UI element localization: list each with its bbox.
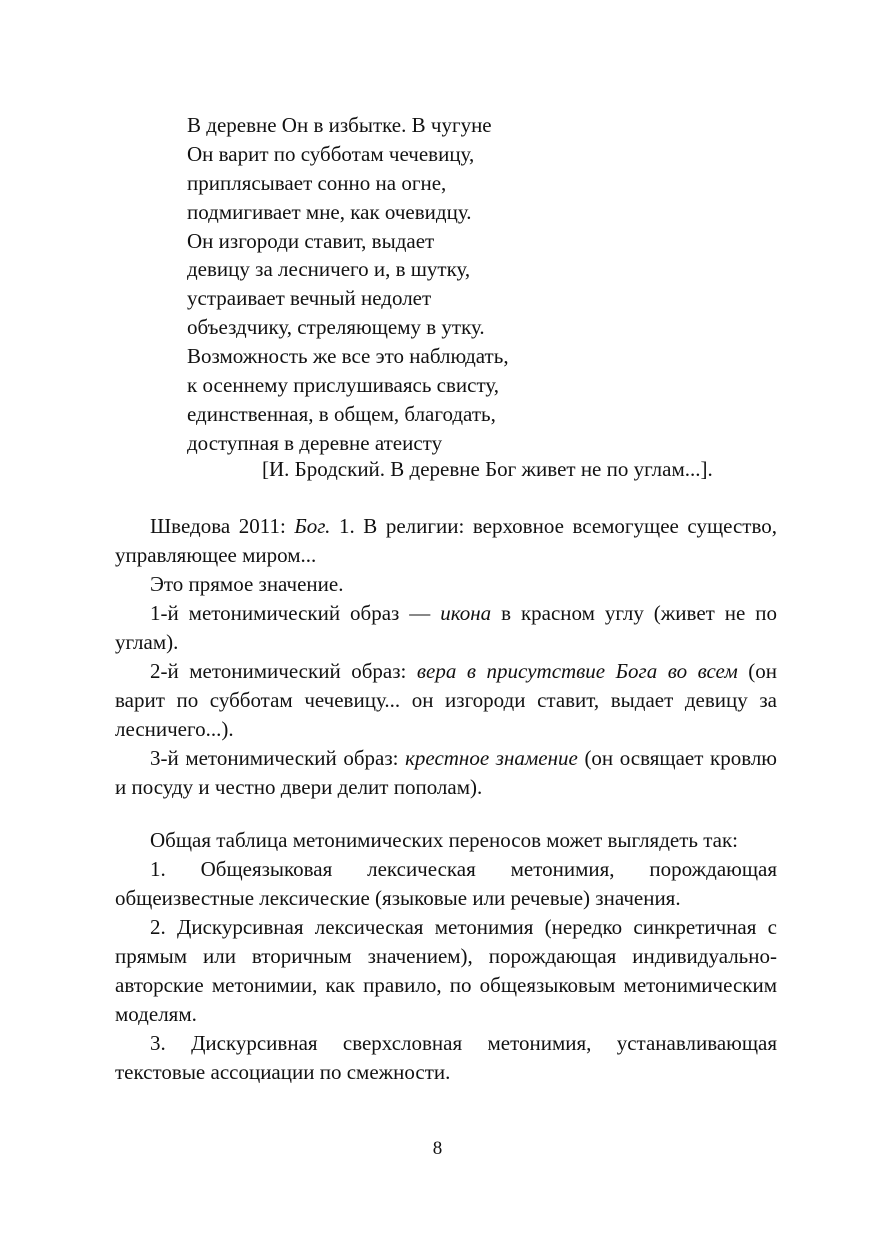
- table-intro-paragraph: Общая таблица метонимических переносов может выглядеть так:: [150, 828, 739, 852]
- image-suffix: (он освящает кровлю и посуду и честно двери делит пополам).: [115, 746, 777, 799]
- poem-line: Он варит по субботам чечевицу,: [187, 141, 475, 166]
- poem-line: приплясывает сонно на огне,: [187, 170, 447, 195]
- poem-line: В деревне Он в избытке. В чугуне: [187, 113, 492, 137]
- image-suffix: в красном углу (живет не по углам).: [115, 601, 778, 654]
- list-item: 2. Дискурсивная лексическая метонимия (нередко синкретичная с прямым или вторичным значением), порождающая индивидуально-авторские метонимии, как правило, по общеязыковым метонимическим моделям.: [115, 915, 777, 1026]
- poem-line: единственная, в общем, благодать,: [187, 401, 496, 426]
- table-section: [115, 826, 777, 1087]
- poem-line: девицу за лесничего и, в шутку,: [187, 257, 471, 282]
- list-item: 3. Дискурсивная сверхсловная метонимия, устанавливающая текстовые ассоциации по смежности.: [115, 1031, 777, 1084]
- image-suffix: (он варит по субботам чечевицу... он изгороди ставит, выдает девицу за лесничего...).: [115, 659, 778, 741]
- image-italic-term: крестное знамение: [405, 746, 578, 770]
- image-italic-term: вера в присутствие Бога во всем: [416, 659, 738, 683]
- image-italic-term: икона: [440, 601, 492, 625]
- definition-source: Шведова 2011:: [150, 514, 295, 538]
- page-number: 8: [432, 1138, 443, 1159]
- poem-line: подмигивает мне, как очевидцу.: [187, 199, 472, 224]
- definition-term: Бог.: [294, 514, 331, 538]
- image-prefix: 2-й метонимический образ:: [150, 659, 417, 683]
- poem-line: объездчику, стреляющему в утку.: [187, 315, 485, 340]
- list-item: 1. Общеязыковая лексическая метонимия, порождающая общеизвестные лексические (языковые или речевые) значения.: [115, 857, 777, 910]
- poem-line: Он изгороди ставит, выдает: [187, 228, 435, 253]
- definition-paragraph: [115, 512, 777, 570]
- metonymic-image-3: [115, 744, 777, 802]
- metonymic-image-2: [115, 657, 777, 744]
- analysis-section: [115, 512, 777, 802]
- poem-citation: [И. Бродский. В деревне Бог живет не по углам...].: [262, 457, 713, 481]
- metonymic-image-1: [115, 599, 777, 657]
- poem-line: к осеннему прислушиваясь свисту,: [187, 373, 500, 398]
- image-prefix: 3-й метонимический образ:: [150, 746, 406, 770]
- poem-line: Возможность же все это наблюдать,: [187, 344, 509, 369]
- direct-meaning-paragraph: Это прямое значение.: [150, 572, 344, 596]
- image-prefix: 1-й метонимический образ —: [150, 601, 441, 625]
- definition-text: 1. В религии: верховное всемогущее существо, управляющее миром...: [115, 514, 777, 567]
- poem-line: устраивает вечный недолет: [187, 286, 432, 311]
- poem-line: доступная в деревне атеисту: [187, 430, 443, 455]
- poem-epigraph: [187, 111, 807, 481]
